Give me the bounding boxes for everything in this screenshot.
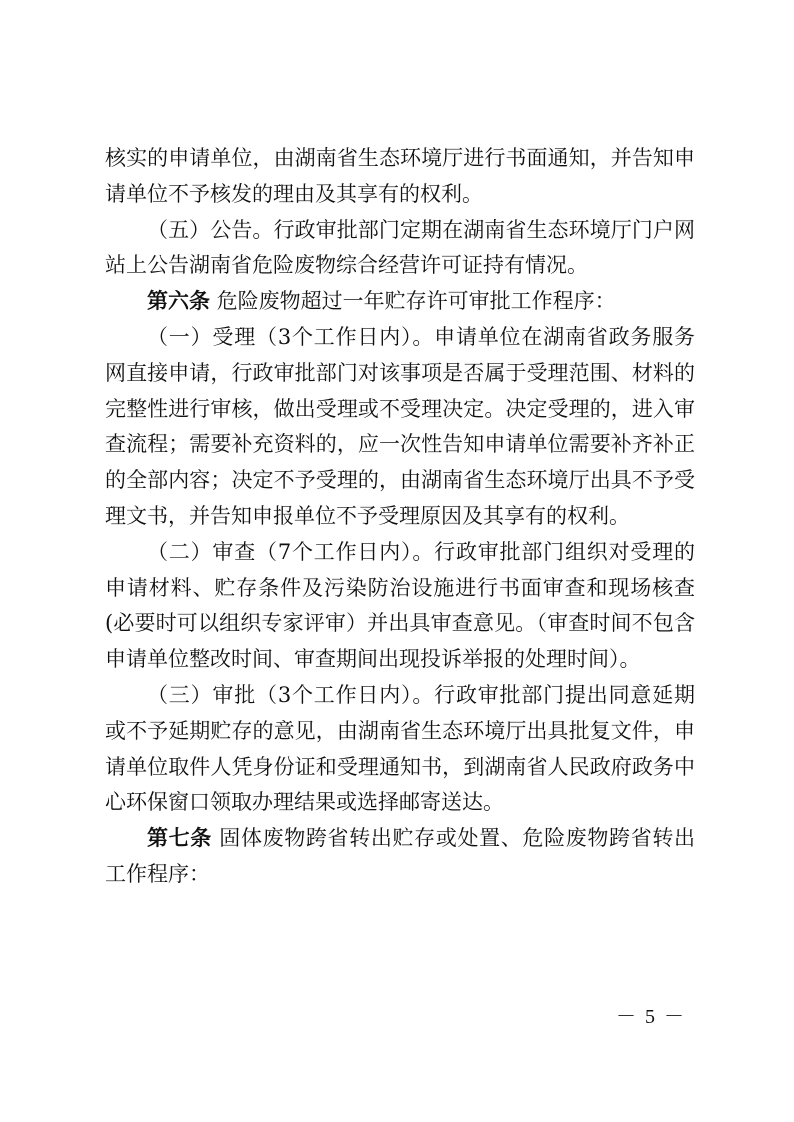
paragraph-review xyxy=(105,535,695,678)
paragraph-acceptance-text: （一）受理（3个工作日内）。申请单位在湖南省政务服务网直接申请，行政审批部门对该事项是否属于受理范围、材料的完整性进行审核，做出受理或不受理决定。决定受理的，进入审查流程；需要补充资料的，应一次性告知申请单位需要补齐补正的全部内容；决定不予受理的，由湖南省生态环境厅出具不予受理文书，并告知申报单位不予受理原因及其享有的权利。 xyxy=(105,324,695,528)
article-7-lead: 第七条 xyxy=(147,826,212,851)
document-body xyxy=(105,141,695,893)
article-6-lead: 第六条 xyxy=(147,289,210,314)
article-7-heading xyxy=(105,821,695,893)
paragraph-1 xyxy=(105,141,695,213)
paragraph-review-text: （二）审查（7个工作日内）。行政审批部门组织对受理的申请材料、贮存条件及污染防治设施进行书面审查和现场核查(必要时可以组织专家评审）并出具审查意见。（审查时间不包含申请单位整改时间、审查期间出现投诉举报的处理时间）。 xyxy=(105,539,695,672)
paragraph-acceptance xyxy=(105,320,695,535)
article-6-text: 危险废物超过一年贮存许可审批工作程序： xyxy=(210,289,616,314)
paragraph-approval xyxy=(105,678,695,821)
paragraph-2-text: （五）公告。行政审批部门定期在湖南省生态环境厅门户网站上公告湖南省危险废物综合经营许可证持有情况。 xyxy=(105,217,695,278)
paragraph-approval-text: （三）审批（3个工作日内）。行政审批部门提出同意延期或不予延期贮存的意见，由湖南省生态环境厅出具批复文件，申请单位取件人凭身份证和受理通知书，到湖南省人民政府政务中心环保窗口领取办理结果或选择邮寄送达。 xyxy=(105,682,695,815)
article-7-text: 固体废物跨省转出贮存或处置、危险废物跨省转出工作程序： xyxy=(105,826,695,886)
paragraph-2 xyxy=(105,213,695,285)
page-number: － 5 － xyxy=(616,1006,686,1028)
article-6-heading xyxy=(105,284,695,320)
paragraph-1-text: 核实的申请单位，由湖南省生态环境厅进行书面通知，并告知申请单位不予核发的理由及其享有的权利。 xyxy=(105,146,695,206)
